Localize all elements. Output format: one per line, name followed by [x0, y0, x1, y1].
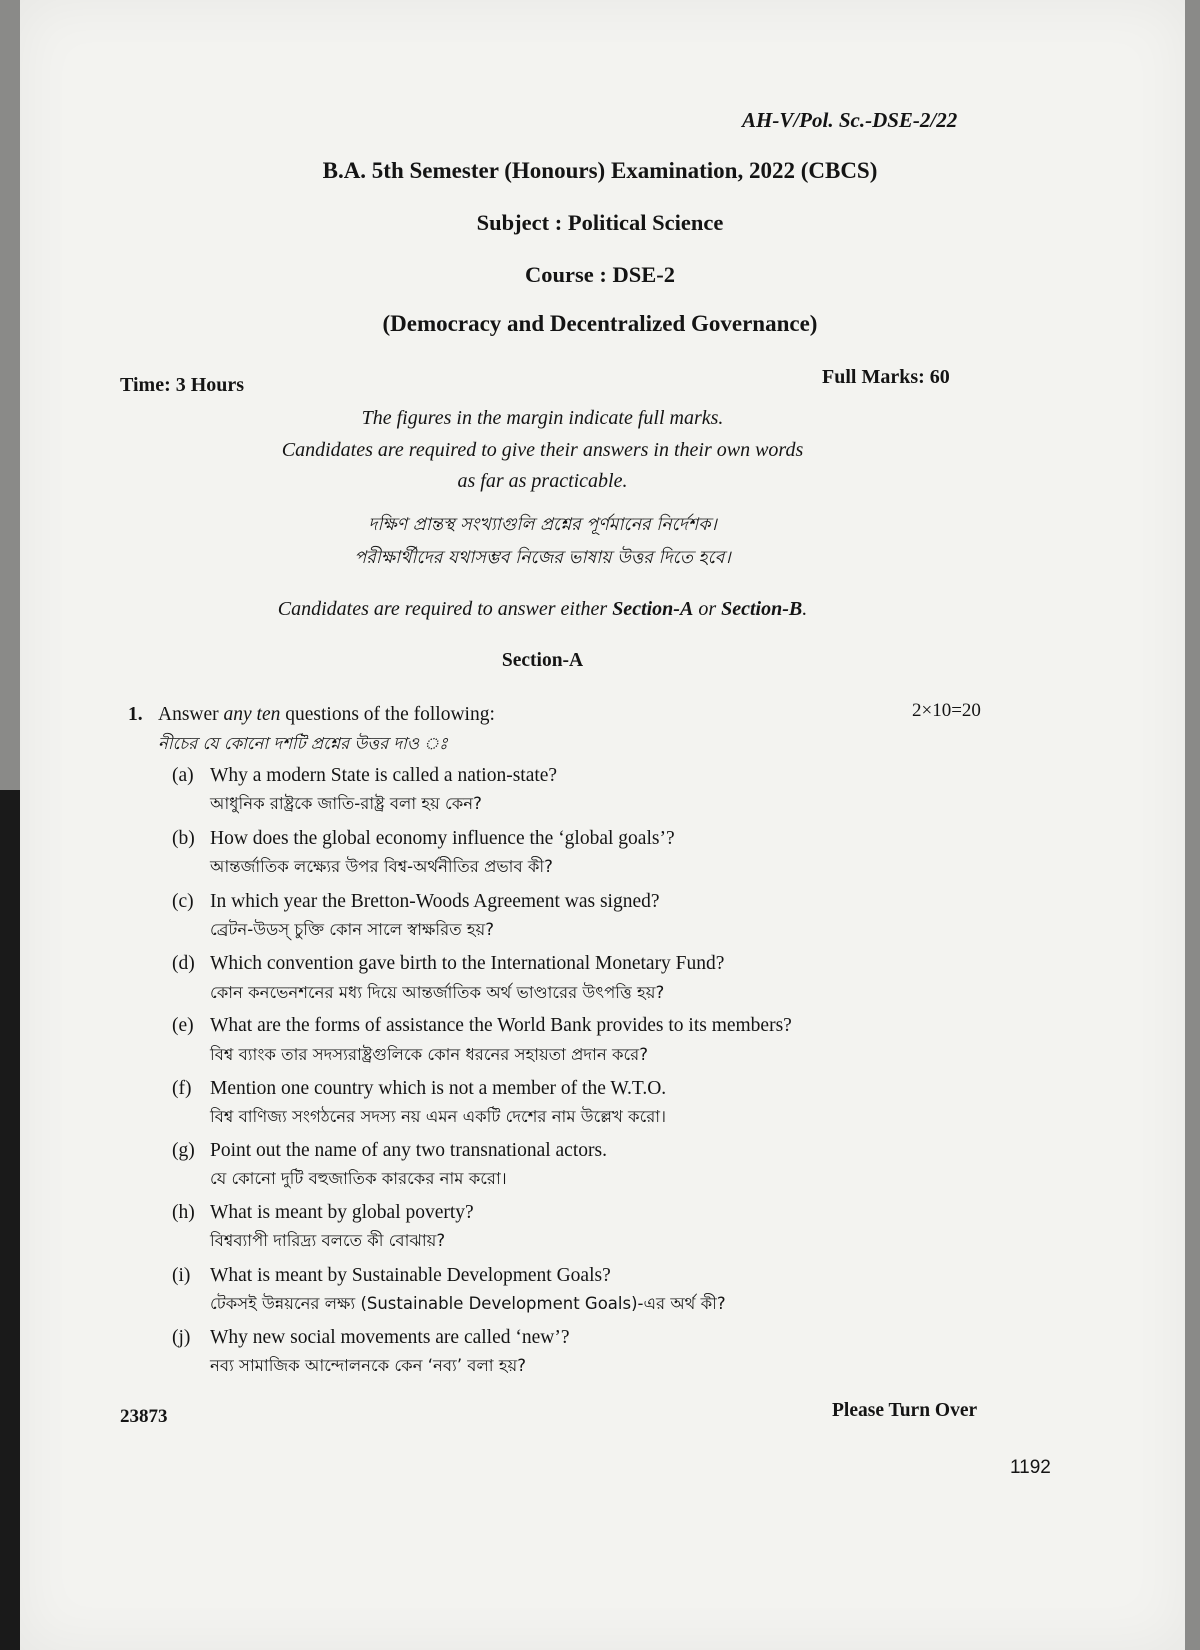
subquestion-text-j: Why new social movements are called ‘new’? [210, 1327, 570, 1348]
subquestion-label-j: (j) [172, 1327, 191, 1348]
question-text-bengali [158, 731, 448, 758]
subject-line: Subject : Political Science [476, 210, 724, 235]
paper-title: (Democracy and Decentralized Governance) [382, 311, 818, 336]
question-number: 1. [128, 704, 143, 725]
paper-code: AH-V/Pol. Sc.-DSE-2/22 [742, 108, 958, 132]
subquestion-bengali-b: আন্তর্জাতিক লক্ষ্যের উপর বিশ্ব-অর্থনীতির প্রভাব কী? [210, 857, 553, 876]
subquestion-text-h: What is meant by global poverty? [210, 1202, 474, 1223]
please-turn-over: Please Turn Over [832, 1400, 978, 1421]
q1-text-prefix: Answer [158, 704, 224, 725]
question-text [158, 704, 495, 726]
either-prefix: Candidates are required to answer either [277, 598, 613, 620]
subquestion-label-g: (g) [172, 1140, 195, 1161]
q1-text-emph: any ten [223, 704, 281, 725]
q1-text-suffix: questions of the following: [280, 704, 495, 725]
sheet-serial-number: 1192 [1010, 1457, 1051, 1478]
scan-edge-shadow [0, 790, 20, 1650]
instruction-line-3: as far as practicable. [457, 470, 628, 492]
subquestion-label-i: (i) [172, 1265, 191, 1286]
subquestion-bengali-c: ব্রেটন-উডস্ চুক্তি কোন সালে স্বাক্ষরিত হয়? [210, 920, 494, 939]
subquestion-bengali-d: কোন কনভেনশনের মধ্য দিয়ে আন্তর্জাতিক অর্থ ভাণ্ডারের উৎপত্তি হয়? [210, 983, 665, 1002]
q1-bn-emph: যে কোনো দশটি [202, 734, 306, 753]
subquestion-text-b: How does the global economy influence the ‘global goals’? [210, 828, 675, 849]
full-marks: Full Marks: 60 [822, 366, 950, 388]
subquestion-bengali-g: যে কোনো দুটি বহুজাতিক কারকের নাম করো। [210, 1169, 507, 1188]
section-heading: Section-A [501, 650, 584, 671]
subquestion-text-c: In which year the Bretton-Woods Agreement was signed? [210, 891, 660, 912]
subquestion-bengali-j: নব্য সামাজিক আন্দোলনকে কেন ‘নব্য’ বলা হয়? [210, 1356, 526, 1375]
subquestion-label-a: (a) [172, 765, 194, 786]
time-allowed: Time: 3 Hours [120, 374, 245, 396]
q1-bn-prefix: নীচের [158, 734, 203, 753]
subquestion-text-a: Why a modern State is called a nation-state? [210, 765, 558, 786]
subquestion-text-e: What are the forms of assistance the World Bank provides to its members? [210, 1015, 792, 1036]
subquestion-bengali-e: বিশ্ব ব্যাংক তার সদস্যরাষ্ট্রগুলিকে কোন ধরনের সহায়তা প্রদান করে? [210, 1045, 648, 1064]
subquestion-bengali-i: টেকসই উন্নয়নের লক্ষ্য (Sustainable Development Goals)-এর অর্থ কী? [210, 1294, 726, 1313]
subquestion-label-h: (h) [172, 1202, 195, 1223]
course-line: Course : DSE-2 [525, 262, 675, 287]
subquestion-label-e: (e) [172, 1015, 194, 1036]
subquestion-label-d: (d) [172, 953, 195, 974]
exam-paper-sheet [20, 0, 1185, 1650]
either-section-a: Section-A [612, 598, 694, 620]
paper-serial-code: 23873 [120, 1406, 168, 1427]
subquestion-bengali-a: আধুনিক রাষ্ট্রকে জাতি-রাষ্ট্র বলা হয় কেন? [210, 794, 482, 813]
subquestion-label-c: (c) [172, 891, 194, 912]
question-marks: 2×10=20 [912, 700, 981, 721]
instruction-bengali-2: পরীক্ষার্থীদের যথাসম্ভব নিজের ভাষায় উত্তর দিতে হবে। [354, 548, 731, 568]
instruction-line-2: Candidates are required to give their answers in their own words [281, 439, 804, 461]
either-suffix: . [802, 598, 808, 620]
q1-bn-suffix: প্রশ্নের উত্তর দাও ঃ [305, 734, 448, 753]
subquestion-label-f: (f) [172, 1078, 192, 1099]
either-section-b: Section-B [721, 598, 803, 620]
instruction-line-1: The figures in the margin indicate full marks. [361, 407, 724, 429]
subquestion-text-d: Which convention gave birth to the International Monetary Fund? [210, 953, 725, 974]
subquestion-label-b: (b) [172, 828, 195, 849]
subquestion-text-f: Mention one country which is not a member of the W.T.O. [210, 1078, 667, 1099]
subquestion-bengali-h: বিশ্বব্যাপী দারিদ্র্য বলতে কী বোঝায়? [210, 1231, 446, 1250]
subquestion-text-i: What is meant by Sustainable Development Goals? [210, 1265, 611, 1286]
either-or: or [693, 598, 722, 620]
exam-title: B.A. 5th Semester (Honours) Examination, 2022 (CBCS) [322, 158, 878, 183]
instruction-bengali-1: দক্ষিণ প্রান্তস্থ সংখ্যাগুলি প্রশ্নের পূর্ণমানের নির্দেশক। [368, 515, 717, 535]
subquestion-text-g: Point out the name of any two transnational actors. [210, 1140, 607, 1161]
section-choice-instruction [0, 598, 1085, 621]
subquestion-bengali-f: বিশ্ব বাণিজ্য সংগঠনের সদস্য নয় এমন একটি দেশের নাম উল্লেখ করো। [210, 1107, 666, 1126]
